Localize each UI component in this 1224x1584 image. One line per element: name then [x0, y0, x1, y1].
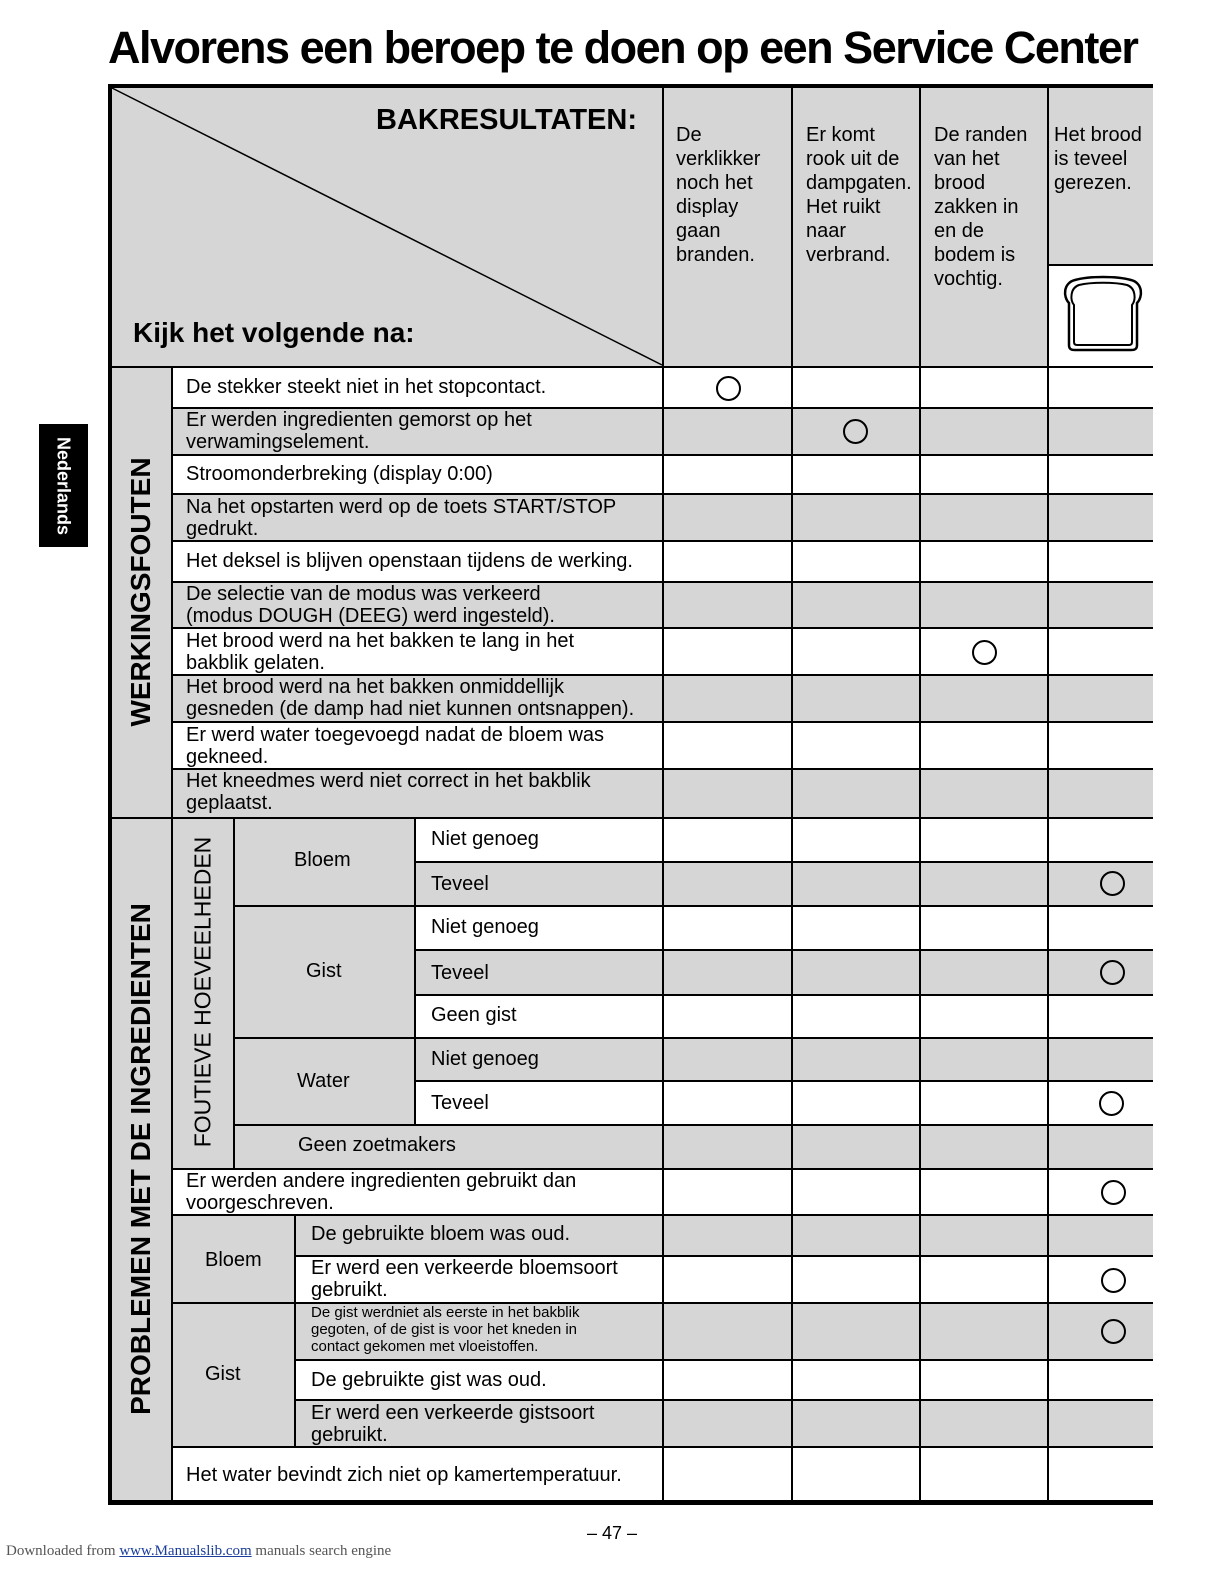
row-stekker: De stekker steekt niet in het stopcontact.: [186, 376, 547, 398]
row-line: [296, 1399, 1153, 1401]
bakresultaten-heading: BAKRESULTATEN:: [376, 104, 637, 136]
language-tab-label: Nederlands: [53, 436, 74, 536]
circle-mark: [716, 376, 741, 401]
foutieve-divider: [233, 818, 235, 1169]
row-line: [416, 994, 1153, 996]
circle-mark: [1101, 1268, 1126, 1293]
row-geen-zoetmakers: Geen zoetmakers: [298, 1134, 456, 1156]
row-deksel: Het deksel is blijven openstaan tijdens de werking.: [186, 550, 633, 572]
row-bg: [416, 862, 1153, 906]
language-tab: [39, 424, 88, 547]
tagline: manuals search engine: [255, 1543, 392, 1559]
downloaded-from: Downloaded from: [6, 1543, 116, 1559]
row-line: [110, 366, 1153, 368]
row-gist-eerst: De gist werdniet als eerste in het bakblik gegoten, of de gist is voor het kneden in contact gekomen met vloeistoffen.: [311, 1304, 580, 1355]
row-geen-gist: Geen gist: [431, 1004, 517, 1026]
row-modus: De selectie van de modus was verkeerd (modus DOUGH (DEEG) werd ingesteld).: [186, 583, 555, 627]
row-water-niet-genoeg: Niet genoeg: [431, 1048, 539, 1070]
row-andere-ingredienten: Er werden andere ingredienten gebruikt dan voorgeschreven.: [186, 1170, 577, 1214]
row-gist-teveel: Teveel: [431, 962, 489, 984]
row-gist-oud: De gebruikte gist was oud.: [311, 1369, 547, 1391]
row-bloem-soort: Er werd een verkeerde bloemsoort gebruikt.: [311, 1257, 618, 1301]
row-water-temperatuur: Het water bevindt zich niet op kamertemperatuur.: [186, 1464, 622, 1486]
row-te-lang: Het brood werd na het bakken te lang in het bakblik gelaten.: [186, 630, 575, 674]
bread-risen-icon: [1061, 275, 1145, 353]
row-water-teveel: Teveel: [431, 1092, 489, 1114]
row-bloem-oud: De gebruikte bloem was oud.: [311, 1223, 571, 1245]
circle-mark: [1100, 871, 1125, 896]
download-note: [6, 1543, 391, 1560]
col-line: [662, 86, 664, 1502]
row-line: [173, 627, 1153, 629]
row-line: [235, 1037, 1153, 1039]
row-line: [296, 1359, 1153, 1361]
row-bloem-niet-genoeg: Niet genoeg: [431, 828, 539, 850]
col-line: [791, 86, 793, 1502]
row-line: [173, 1214, 1153, 1216]
manualslib-link[interactable]: www.Manualslib.com: [119, 1543, 252, 1559]
werkingsfouten-label: WERKINGSFOUTEN: [125, 457, 156, 727]
section-line: [110, 817, 1153, 819]
column-header-1: De verklikker noch het display gaan branden.: [676, 124, 761, 266]
col-line: [1047, 86, 1049, 1502]
row-line: [173, 493, 1153, 495]
row-line: [173, 721, 1153, 723]
row-line: [173, 454, 1153, 456]
circle-mark: [1099, 1091, 1124, 1116]
row-line: [173, 540, 1153, 542]
row-kneedmes: Het kneedmes werd niet correct in het bakblik geplaatst.: [186, 770, 591, 814]
circle-mark: [972, 640, 997, 665]
row-start-stop: Na het opstarten werd op de toets START/STOP gedrukt.: [186, 496, 617, 540]
foutieve-hoeveelheden-label: FOUTIEVE HOEVEELHEDEN: [189, 836, 216, 1148]
row-gist-soort: Er werd een verkeerde gistsoort gebruikt.: [311, 1402, 595, 1446]
kijk-heading: Kijk het volgende na:: [133, 317, 415, 348]
row-line: [416, 949, 1153, 951]
row-water-toegevoegd: Er werd water toegevoegd nadat de bloem was gekneed.: [186, 724, 605, 768]
row-gemorst: Er werden ingredienten gemorst op het verwamingselement.: [186, 409, 532, 453]
column-header-3: De randen van het brood zakken in en de bodem is vochtig.: [934, 124, 1028, 290]
row-bg: [416, 950, 1153, 995]
page-title: Alvorens een beroep te doen op een Service Center: [108, 22, 1138, 73]
row-line: [416, 1080, 1153, 1082]
row-stroomonderbreking: Stroomonderbreking (display 0:00): [186, 463, 493, 485]
circle-mark: [1101, 1319, 1126, 1344]
circle-mark: [1101, 1180, 1126, 1205]
page-number: – 47 –: [586, 1523, 638, 1543]
group-bloem: Bloem: [294, 849, 351, 871]
row-line: [235, 1124, 1153, 1126]
column-header-2: Er komt rook uit de dampgaten. Het ruikt naar verbrand.: [806, 124, 912, 266]
row-bloem-teveel: Teveel: [431, 873, 489, 895]
col-line: [919, 86, 921, 1502]
circle-mark: [843, 419, 868, 444]
group-divider: [414, 818, 416, 1125]
bread-icon-divider: [1047, 264, 1153, 266]
table-border-bottom: [108, 1500, 1153, 1505]
column-header-4: Het brood is teveel gerezen.: [1054, 124, 1142, 194]
row-line: [235, 905, 1153, 907]
row-gesneden: Het brood werd na het bakken onmiddellijk gesneden (de damp had niet kunnen ontsnappen).: [186, 676, 635, 720]
row-gist-niet-genoeg: Niet genoeg: [431, 916, 539, 938]
section-divider: [171, 367, 173, 1502]
problemen-label: PROBLEMEN MET DE INGREDIENTEN: [125, 903, 156, 1415]
row-line: [173, 1446, 1153, 1448]
group-gist-kwaliteit: Gist: [205, 1363, 241, 1385]
row-line: [416, 861, 1153, 863]
group-divider: [294, 1215, 296, 1447]
group-water: Water: [297, 1070, 350, 1092]
group-gist: Gist: [306, 960, 342, 982]
group-bloem-kwaliteit: Bloem: [205, 1249, 262, 1271]
circle-mark: [1100, 960, 1125, 985]
